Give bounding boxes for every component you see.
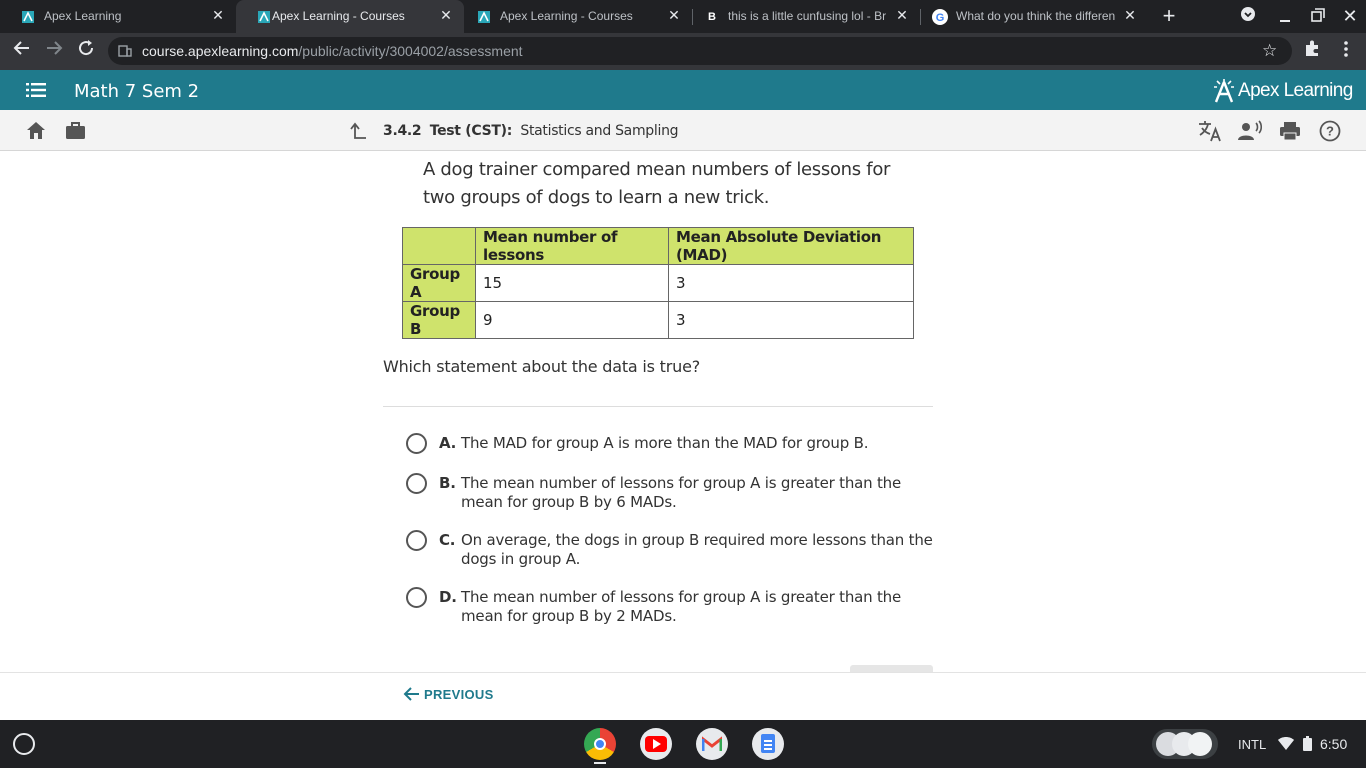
apex-icon (20, 9, 36, 25)
submit-button-partial[interactable] (850, 665, 933, 672)
table-header-cell: Mean Absolute Deviation (MAD) (669, 228, 914, 265)
browser-tab-strip (0, 0, 1366, 33)
apex-icon (256, 9, 272, 25)
table-cell: 3 (669, 302, 914, 339)
option-text: The MAD for group A is more than the MAD for group B. (461, 434, 869, 452)
question-panel (0, 151, 1366, 672)
battery-icon[interactable] (1303, 736, 1312, 756)
option-text: The mean number of lessons for group A is greater than the mean for group B by 2 MADs. (461, 588, 902, 625)
answer-option-b[interactable] (406, 473, 936, 513)
launcher-icon[interactable] (13, 733, 35, 755)
table-row (403, 265, 914, 302)
google-docs-icon[interactable] (752, 728, 784, 760)
activity-type: Test (CST): (429, 123, 513, 139)
answer-option-a[interactable] (406, 433, 936, 457)
url-host: course.apexlearning.com (142, 43, 299, 59)
option-letter: A. (439, 434, 457, 452)
table-header-cell (403, 228, 476, 265)
question-stem: Which statement about the data is true? (383, 357, 701, 376)
table-cell: 15 (476, 265, 669, 302)
radio-button[interactable] (406, 473, 427, 494)
activity-name: Statistics and Sampling (520, 123, 679, 139)
table-header-cell: Mean number of lessons (476, 228, 669, 265)
active-app-indicator (594, 762, 606, 764)
table-row-header: Group A (403, 265, 476, 302)
browser-tab-0[interactable] (0, 0, 236, 33)
browser-tab-2[interactable] (464, 0, 692, 33)
previous-button[interactable] (402, 686, 494, 702)
activity-title (383, 123, 678, 139)
url-path: /public/activity/3004002/assessment (298, 43, 523, 59)
google-icon (932, 9, 948, 25)
tab-title: What do you think the differen (956, 9, 1116, 23)
answer-option-c[interactable] (406, 530, 936, 570)
menu-list-icon[interactable] (26, 83, 46, 102)
divider (383, 406, 933, 407)
radio-button[interactable] (406, 433, 427, 454)
browser-menu-icon[interactable] (1334, 39, 1358, 63)
question-prompt: A dog trainer compared mean numbers of lessons for two groups of dogs to learn a new trick. (423, 159, 891, 208)
table-cell: 9 (476, 302, 669, 339)
help-icon[interactable] (1319, 120, 1341, 147)
holding-space-tray[interactable] (1152, 729, 1218, 759)
print-icon[interactable] (1279, 121, 1301, 146)
course-header (0, 70, 1366, 110)
new-tab-icon[interactable]: + (1162, 3, 1176, 28)
close-window-icon[interactable]: ✕ (1342, 6, 1358, 26)
table-row (403, 302, 914, 339)
bookmark-star-icon[interactable]: ☆ (1262, 41, 1278, 60)
svg-text:?: ? (1326, 123, 1334, 139)
close-tab-icon[interactable]: ✕ (668, 7, 680, 23)
close-tab-icon[interactable]: ✕ (1124, 7, 1136, 23)
briefcase-icon[interactable] (65, 121, 86, 145)
data-table (402, 227, 914, 339)
restore-icon[interactable] (1306, 4, 1330, 28)
gmail-icon[interactable] (696, 728, 728, 760)
clock[interactable]: 6:50 (1320, 736, 1348, 752)
answer-option-d[interactable] (406, 587, 936, 627)
close-tab-icon[interactable]: ✕ (440, 7, 452, 23)
previous-label: PREVIOUS (424, 686, 494, 702)
close-tab-icon[interactable]: ✕ (896, 7, 908, 23)
reload-icon[interactable] (74, 39, 98, 63)
os-shelf (0, 720, 1366, 768)
youtube-icon[interactable] (640, 728, 672, 760)
forward-icon[interactable] (42, 39, 66, 63)
radio-button[interactable] (406, 587, 427, 608)
table-cell: 3 (669, 265, 914, 302)
chrome-icon[interactable] (584, 728, 616, 760)
read-aloud-icon[interactable] (1238, 120, 1262, 147)
navigation-footer (0, 672, 1366, 720)
back-icon[interactable] (10, 39, 34, 63)
option-letter: C. (439, 531, 456, 549)
tab-title: Apex Learning - Courses (500, 9, 633, 23)
extensions-icon[interactable] (1300, 39, 1324, 63)
course-title: Math 7 Sem 2 (74, 81, 200, 102)
home-icon[interactable] (26, 121, 46, 145)
option-letter: D. (439, 588, 457, 606)
arrow-left-icon (402, 686, 420, 702)
svg-text:G: G (935, 12, 945, 24)
browser-toolbar (0, 33, 1366, 70)
radio-button[interactable] (406, 530, 427, 551)
minimize-icon[interactable] (1273, 4, 1297, 28)
activity-number: 3.4.2 (383, 123, 422, 139)
option-text: The mean number of lessons for group A is greater than the mean for group B by 6 MADs. (461, 474, 902, 511)
apex-icon (476, 9, 492, 25)
browser-tab-1[interactable] (236, 0, 464, 33)
apex-logo-icon (1212, 78, 1236, 109)
brainly-icon: B (708, 11, 716, 23)
browser-tab-3[interactable] (692, 0, 920, 33)
up-level-icon[interactable] (349, 122, 367, 145)
tab-title: this is a little cunfusing lol - Br (728, 9, 887, 23)
address-bar[interactable] (108, 37, 1292, 65)
browser-tab-4[interactable] (920, 0, 1148, 33)
url-text (142, 43, 523, 59)
ime-indicator[interactable]: INTL (1238, 737, 1267, 752)
option-letter: B. (439, 474, 456, 492)
activity-toolbar (0, 110, 1366, 151)
apex-brand-text: Apex Learning (1238, 80, 1353, 101)
tab-title: Apex Learning - Courses (272, 9, 405, 23)
table-header-row (403, 228, 914, 265)
tab-search-icon[interactable] (1236, 4, 1260, 28)
tab-title: Apex Learning (44, 9, 122, 23)
translate-icon[interactable] (1198, 120, 1222, 147)
site-info-icon[interactable] (118, 44, 132, 63)
close-tab-icon[interactable]: ✕ (212, 7, 224, 23)
wifi-icon[interactable] (1278, 737, 1294, 755)
option-text: On average, the dogs in group B required more lessons than the dogs in group A. (461, 531, 933, 568)
table-row-header: Group B (403, 302, 476, 339)
